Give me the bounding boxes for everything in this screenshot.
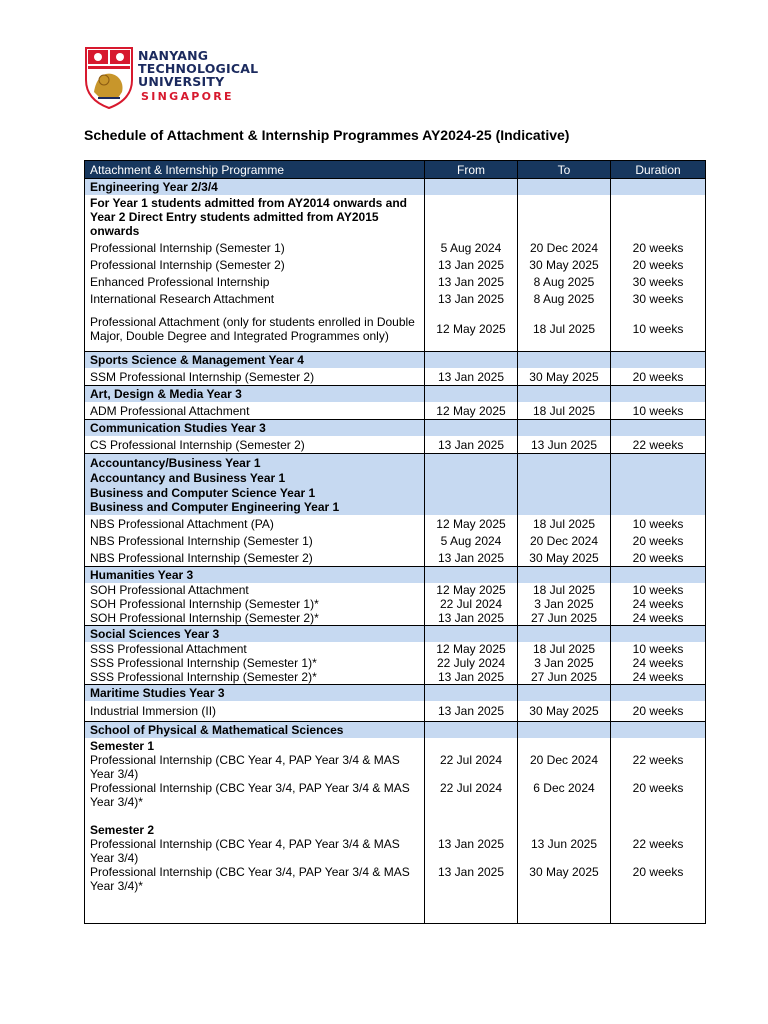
duration: 22 weeks xyxy=(611,753,706,781)
document-title: Schedule of Attachment & Internship Programmes AY2024-25 (Indicative) xyxy=(84,127,570,143)
table-row xyxy=(85,611,706,626)
programme-name: Professional Internship (Semester 2) xyxy=(85,256,425,273)
table-row xyxy=(85,597,706,611)
to-date: 20 Dec 2024 xyxy=(518,532,611,549)
to-date: 30 May 2025 xyxy=(518,549,611,567)
section-title: Engineering Year 2/3/4 xyxy=(85,179,425,196)
to-date: 18 Jul 2025 xyxy=(518,583,611,597)
table-row xyxy=(85,290,706,307)
duration: 10 weeks xyxy=(611,642,706,656)
sub-heading: Business and Computer Engineering Year 1 xyxy=(90,500,340,514)
column-header: Duration xyxy=(611,161,706,179)
duration: 20 weeks xyxy=(611,532,706,549)
programme-name: Professional Attachment (only for students enrolled in Double Major, Double Degree and Integrated Programmes only) xyxy=(85,307,425,352)
programme-name: Professional Internship (CBC Year 4, PAP Year 3/4 & MAS Year 3/4) xyxy=(85,837,425,865)
from-date: 22 Jul 2024 xyxy=(425,597,518,611)
table-row xyxy=(85,753,706,781)
to-date: 27 Jun 2025 xyxy=(518,670,611,685)
from-date: 13 Jan 2025 xyxy=(425,256,518,273)
table-row xyxy=(85,865,706,924)
programme-name: International Research Attachment xyxy=(85,290,425,307)
to-date: 8 Aug 2025 xyxy=(518,273,611,290)
duration: 10 weeks xyxy=(611,307,706,352)
sub-heading: Business and Computer Science Year 1 xyxy=(90,486,316,500)
from-date: 12 May 2025 xyxy=(425,642,518,656)
section-title: School of Physical & Mathematical Sciences xyxy=(85,722,425,739)
sub-heading-row xyxy=(85,738,706,753)
table-row xyxy=(85,583,706,597)
sub-heading: Semester 2 xyxy=(85,823,425,837)
to-date: 20 Dec 2024 xyxy=(518,753,611,781)
programme-name: SSS Professional Attachment xyxy=(85,642,425,656)
from-date: 12 May 2025 xyxy=(425,583,518,597)
logo-text-line: NANYANG xyxy=(138,48,209,63)
ntu-crest-icon xyxy=(84,46,134,109)
duration: 10 weeks xyxy=(611,583,706,597)
table-row xyxy=(85,239,706,256)
section-title: Humanities Year 3 xyxy=(85,567,425,584)
from-date: 5 Aug 2024 xyxy=(425,239,518,256)
duration: 30 weeks xyxy=(611,273,706,290)
from-date: 22 Jul 2024 xyxy=(425,781,518,823)
from-date: 13 Jan 2025 xyxy=(425,290,518,307)
programme-name: Enhanced Professional Internship xyxy=(85,273,425,290)
programme-name: SOH Professional Internship (Semester 1)* xyxy=(85,597,425,611)
section-title: Social Sciences Year 3 xyxy=(85,626,425,643)
section-row xyxy=(85,626,706,643)
to-date: 13 Jun 2025 xyxy=(518,436,611,454)
logo-text-line: UNIVERSITY xyxy=(138,74,225,89)
duration: 22 weeks xyxy=(611,837,706,865)
from-date: 13 Jan 2025 xyxy=(425,611,518,626)
duration: 20 weeks xyxy=(611,256,706,273)
sub-heading: Accountancy and Business Year 1 xyxy=(90,471,286,485)
duration: 20 weeks xyxy=(611,239,706,256)
to-date: 18 Jul 2025 xyxy=(518,402,611,420)
from-date: 13 Jan 2025 xyxy=(425,549,518,567)
programme-name: Industrial Immersion (II) xyxy=(85,701,425,722)
section-row xyxy=(85,685,706,702)
logo-country: SINGAPORE xyxy=(141,90,234,103)
to-date: 20 Dec 2024 xyxy=(518,239,611,256)
section-row xyxy=(85,179,706,196)
to-date: 18 Jul 2025 xyxy=(518,642,611,656)
programme-name: NBS Professional Attachment (PA) xyxy=(85,515,425,532)
table-row xyxy=(85,549,706,567)
duration: 20 weeks xyxy=(611,865,706,924)
programme-name: Professional Internship (CBC Year 3/4, PAP Year 3/4 & MAS Year 3/4)* xyxy=(85,781,425,823)
duration: 22 weeks xyxy=(611,436,706,454)
section-row xyxy=(85,722,706,739)
duration: 10 weeks xyxy=(611,515,706,532)
table-row xyxy=(85,402,706,420)
from-date: 13 Jan 2025 xyxy=(425,701,518,722)
section-row xyxy=(85,352,706,369)
section-title: Accountancy/Business Year 1 xyxy=(90,456,261,470)
section-title: Art, Design & Media Year 3 xyxy=(85,386,425,403)
programme-name: SOH Professional Attachment xyxy=(85,583,425,597)
sub-heading-row xyxy=(85,823,706,837)
from-date: 5 Aug 2024 xyxy=(425,532,518,549)
table-row xyxy=(85,436,706,454)
from-date: 13 Jan 2025 xyxy=(425,865,518,924)
from-date: 12 May 2025 xyxy=(425,515,518,532)
programme-name: CS Professional Internship (Semester 2) xyxy=(85,436,425,454)
programme-name: ADM Professional Attachment xyxy=(85,402,425,420)
column-header: From xyxy=(425,161,518,179)
programme-name: NBS Professional Internship (Semester 1) xyxy=(85,532,425,549)
programme-name: NBS Professional Internship (Semester 2) xyxy=(85,549,425,567)
from-date: 22 Jul 2024 xyxy=(425,753,518,781)
duration: 24 weeks xyxy=(611,611,706,626)
table-row xyxy=(85,256,706,273)
section-row xyxy=(85,386,706,403)
table-row xyxy=(85,701,706,722)
table-row xyxy=(85,837,706,865)
table-row xyxy=(85,670,706,685)
to-date: 3 Jan 2025 xyxy=(518,656,611,670)
to-date: 3 Jan 2025 xyxy=(518,597,611,611)
table-row xyxy=(85,532,706,549)
programme-name: Professional Internship (CBC Year 4, PAP Year 3/4 & MAS Year 3/4) xyxy=(85,753,425,781)
section-row xyxy=(85,567,706,584)
section-title: Maritime Studies Year 3 xyxy=(85,685,425,702)
schedule-table xyxy=(84,160,706,924)
duration: 30 weeks xyxy=(611,290,706,307)
from-date: 12 May 2025 xyxy=(425,402,518,420)
to-date: 8 Aug 2025 xyxy=(518,290,611,307)
from-date: 13 Jan 2025 xyxy=(425,368,518,386)
to-date: 30 May 2025 xyxy=(518,865,611,924)
from-date: 12 May 2025 xyxy=(425,307,518,352)
to-date: 30 May 2025 xyxy=(518,256,611,273)
programme-name: Professional Internship (CBC Year 3/4, PAP Year 3/4 & MAS Year 3/4)* xyxy=(85,865,425,924)
table-row xyxy=(85,368,706,386)
to-date: 30 May 2025 xyxy=(518,368,611,386)
to-date: 18 Jul 2025 xyxy=(518,307,611,352)
programme-name: SSM Professional Internship (Semester 2) xyxy=(85,368,425,386)
duration: 20 weeks xyxy=(611,781,706,823)
programme-name: SSS Professional Internship (Semester 1)* xyxy=(85,656,425,670)
section-row xyxy=(85,454,706,516)
table-row xyxy=(85,515,706,532)
logo-text-line: TECHNOLOGICAL xyxy=(138,61,259,76)
to-date: 6 Dec 2024 xyxy=(518,781,611,823)
sub-heading: Semester 1 xyxy=(85,738,425,753)
sub-heading-row xyxy=(85,195,706,239)
section-title: Sports Science & Management Year 4 xyxy=(85,352,425,369)
programme-name: SSS Professional Internship (Semester 2)* xyxy=(85,670,425,685)
duration: 10 weeks xyxy=(611,402,706,420)
to-date: 27 Jun 2025 xyxy=(518,611,611,626)
from-date: 13 Jan 2025 xyxy=(425,837,518,865)
duration: 24 weeks xyxy=(611,656,706,670)
column-header: To xyxy=(518,161,611,179)
programme-name: SOH Professional Internship (Semester 2)* xyxy=(85,611,425,626)
from-date: 13 Jan 2025 xyxy=(425,670,518,685)
table-row xyxy=(85,273,706,290)
from-date: 22 July 2024 xyxy=(425,656,518,670)
duration: 24 weeks xyxy=(611,670,706,685)
from-date: 13 Jan 2025 xyxy=(425,273,518,290)
section-title: Communication Studies Year 3 xyxy=(85,420,425,437)
duration: 20 weeks xyxy=(611,368,706,386)
duration: 24 weeks xyxy=(611,597,706,611)
section-row xyxy=(85,420,706,437)
from-date: 13 Jan 2025 xyxy=(425,436,518,454)
programme-name: Professional Internship (Semester 1) xyxy=(85,239,425,256)
table-row xyxy=(85,781,706,823)
table-row xyxy=(85,656,706,670)
to-date: 30 May 2025 xyxy=(518,701,611,722)
to-date: 13 Jun 2025 xyxy=(518,837,611,865)
duration: 20 weeks xyxy=(611,701,706,722)
column-header: Attachment & Internship Programme xyxy=(85,161,425,179)
ntu-logo xyxy=(84,46,264,116)
table-header-row xyxy=(85,161,706,179)
sub-heading: For Year 1 students admitted from AY2014 onwards and Year 2 Direct Entry students admitted from AY2015 onwards xyxy=(85,195,425,239)
duration: 20 weeks xyxy=(611,549,706,567)
table-row xyxy=(85,642,706,656)
to-date: 18 Jul 2025 xyxy=(518,515,611,532)
table-row xyxy=(85,307,706,352)
